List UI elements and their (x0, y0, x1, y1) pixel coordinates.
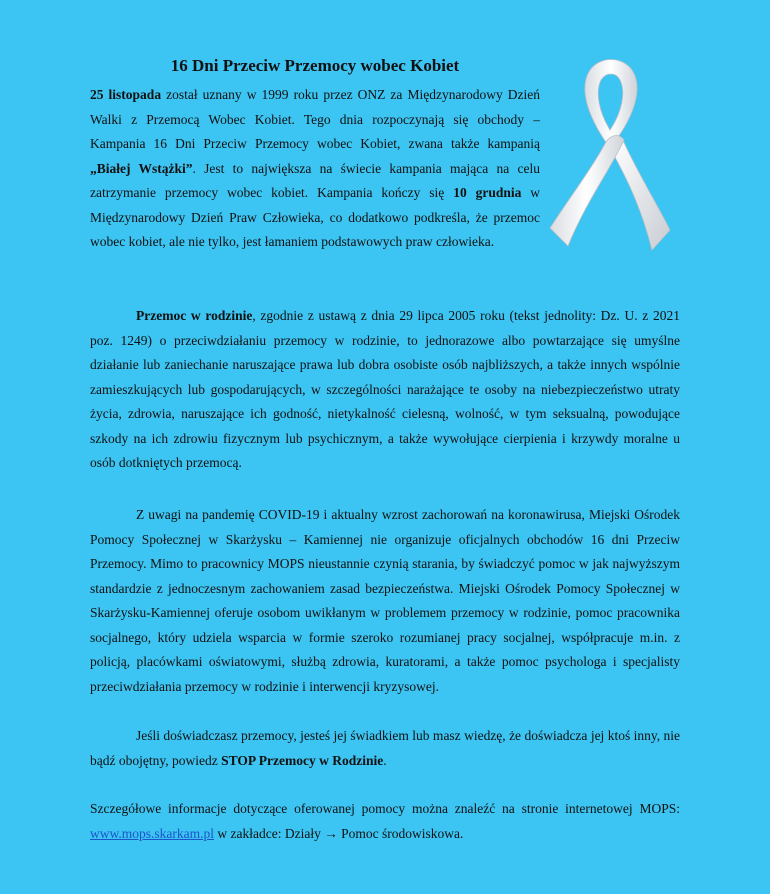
stop-slogan: STOP Przemocy w Rodzinie (221, 752, 384, 768)
paragraph-intro (90, 83, 540, 255)
white-ribbon-icon (548, 52, 672, 252)
intro-text-3: w Międzynarodowy Dzień Praw Człowieka, co dodatkowo podkreśla, że przemoc wobec kobiet, ale nie tylko, jest łamaniem podstawowych praw człowieka. (90, 185, 540, 249)
end-date-emphasis: 10 grudnia (453, 185, 522, 200)
definition-text: , zgodnie z ustawą z dnia 29 lipca 2005 roku (tekst jednolity: Dz. U. z 2021 poz. 1249) o przeciwdziałaniu przemocy w rodzinie, to jednorazowe albo powtarzające się umyślne działanie lub zaniechanie naruszające prawa lub dobra osobiste osób najbliższych, a także innych wspólnie zamieszkujących lub gospodarujących, w szczególności narażające te osoby na niebezpieczeństwo utraty życia, zdrowia, naruszające ich godność, nietykalność cielesną, wolność, w tym seksualną, powodujące szkody na ich zdrowiu fizycznym lub psychicznym, a także wywołujące cierpienia i krzywdy moralne u osób dotkniętych przemocą. (90, 308, 680, 470)
paragraph-definition (90, 304, 680, 476)
cta-text-1: Jeśli doświadczasz przemocy, jesteś jej świadkiem lub masz wiedzę, że doświadcza jej ktoś inny, nie bądź obojętny, powiedz (90, 728, 680, 768)
paragraph-call-to-action (90, 724, 680, 773)
cta-text-2: . (383, 752, 387, 768)
info-text-1: Szczegółowe informacje dotyczące oferowanej pomocy można znaleźć na stronie internetowej MOPS: (90, 801, 680, 816)
intro-text-1: został uznany w 1999 roku przez ONZ za Międzynarodowy Dzień Walki z Przemocą Wobec Kobiet. Tego dnia rozpoczynają się obchody – Kampania 16 Dni Przeciw Przemocy wobec Kobiet, zwana także kampanią (90, 87, 540, 151)
intro-text-2: . Jest to największa na świecie kampania mająca na celu zatrzymanie przemocy wobec kobiet. Kampania kończy się (90, 160, 540, 200)
info-text-2: w zakładce: Działy → Pomoc środowiskowa. (214, 825, 464, 841)
definition-term: Przemoc w rodzinie (136, 308, 253, 323)
paragraph-covid: Z uwagi na pandemię COVID-19 i aktualny wzrost zachorowań na koronawirusa, Miejski Ośrodek Pomocy Społecznej w Skarżysku – Kamiennej nie organizuje oficjalnych obchodów 16 dni Przeciw Przemocy. Mimo to pracownicy MOPS nieustannie czynią starania, by świadczyć pomoc w jak najwyższym standardzie z jednoczesnym zachowaniem zasad bezpieczeństwa. Miejski Ośrodek Pomocy Społecznej w Skarżysku-Kamiennej oferuje osobom uwikłanym w problemem przemocy w rodzinie, pomoc pracownika socjalnego, który udziela wsparcia w formie szeroko rozumianej pracy socjalnej, współpracuje m.in. z policją, placówkami oświatowymi, służbą zdrowia, kuratorami, a także pomoc psychologa i specjalisty przeciwdziałania przemocy w rodzinie i interwencji kryzysowej. (90, 507, 680, 694)
campaign-name: „Białej Wstążki” (90, 160, 193, 176)
paragraph-more-info (90, 797, 680, 846)
date-emphasis: 25 listopada (90, 87, 162, 102)
page-title: 16 Dni Przeciw Przemocy wobec Kobiet (170, 56, 460, 75)
mops-website-link[interactable]: www.mops.skarkam.pl (90, 825, 214, 841)
